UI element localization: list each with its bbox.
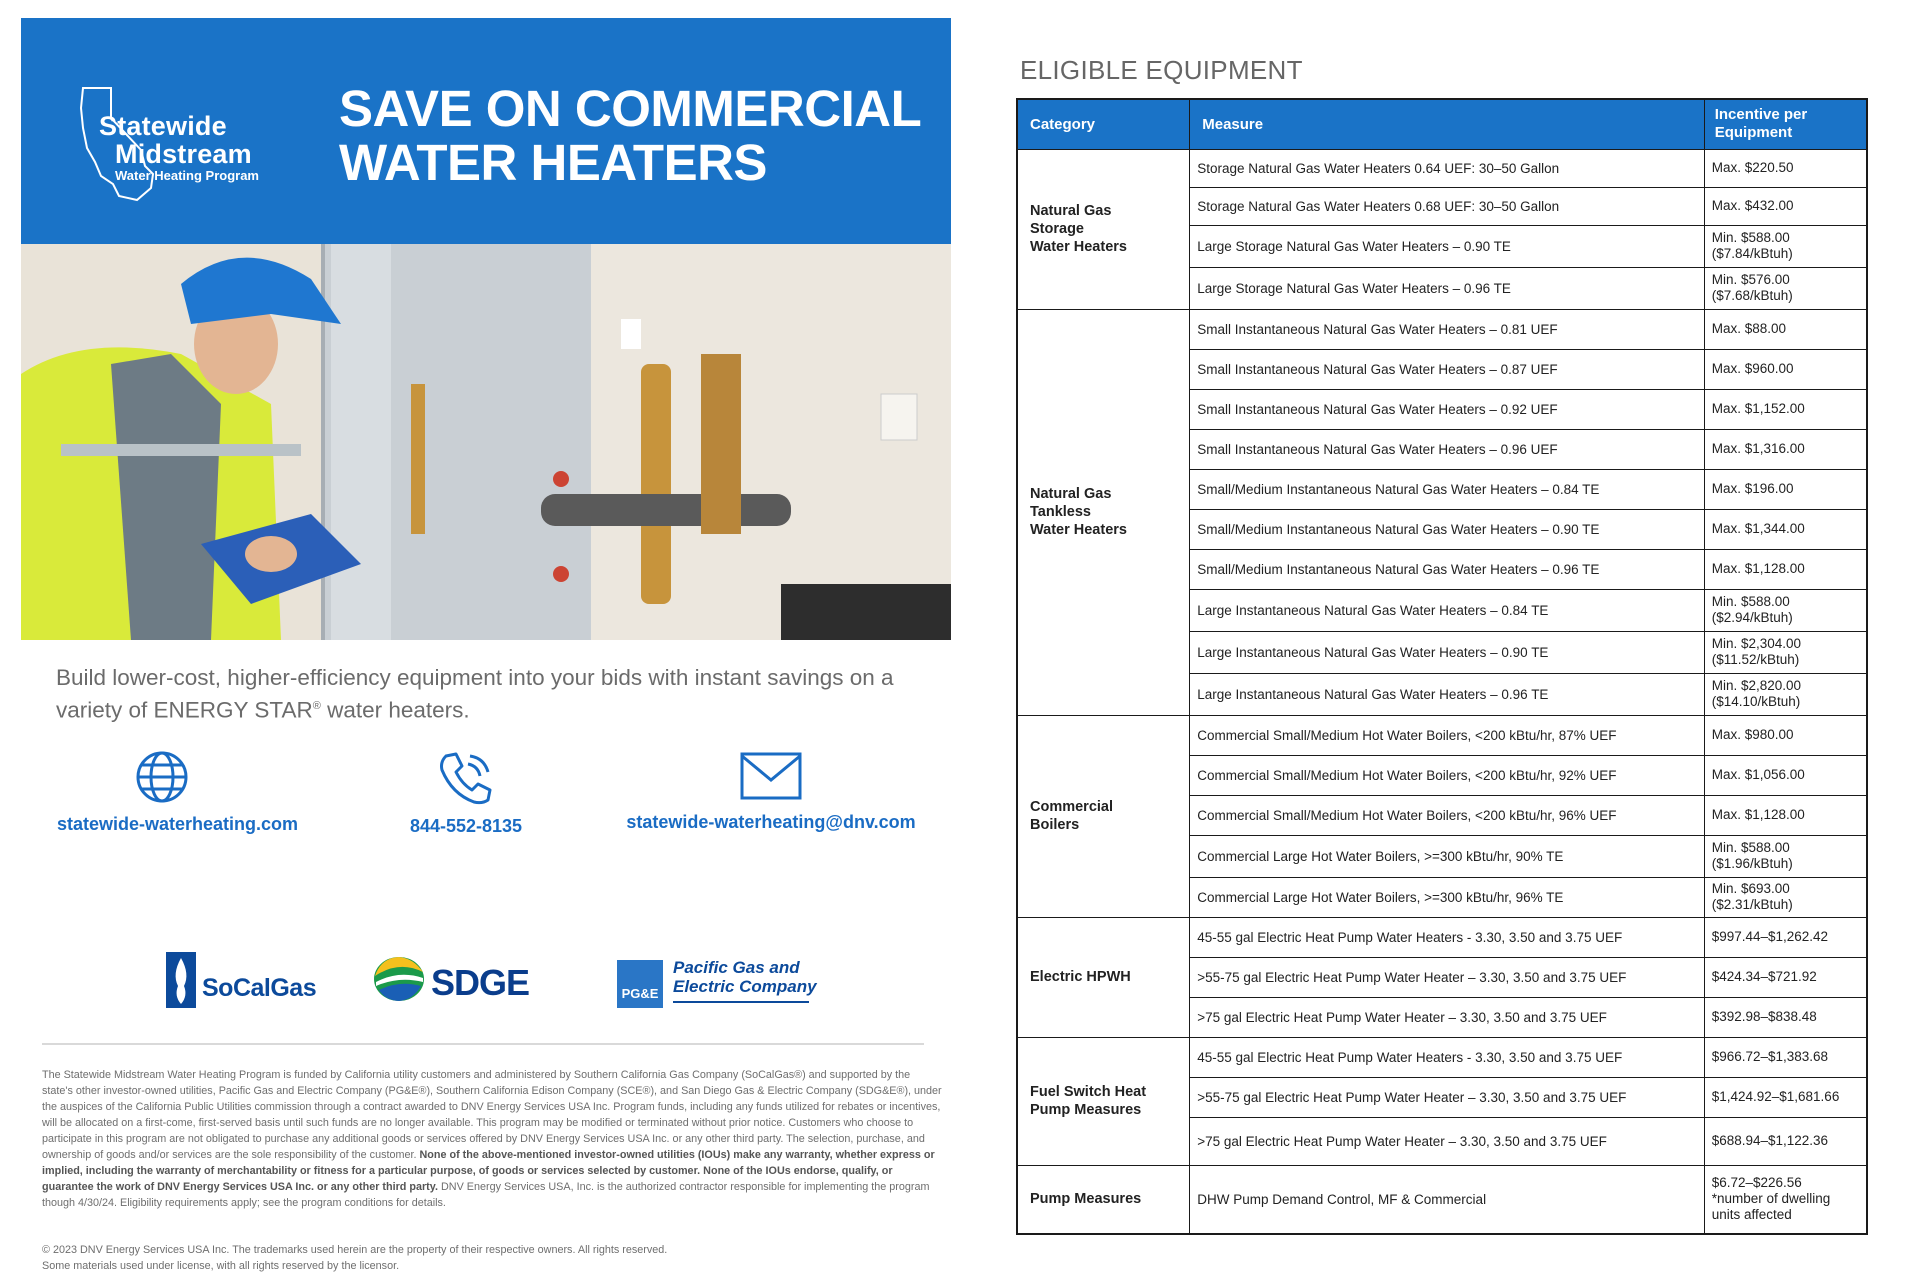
copyright-line-1: © 2023 DNV Energy Services USA Inc. The trademarks used herein are the property of their respective owners. All rights reserved. [42,1244,668,1256]
measure-cell: Storage Natural Gas Water Heaters 0.64 UEF: 30–50 Gallon [1190,149,1704,187]
incentive-line: $392.98–$838.48 [1711,1009,1817,1024]
measure-cell: Commercial Small/Medium Hot Water Boilers, <200 kBtu/hr, 87% UEF [1190,715,1704,755]
website-link[interactable]: statewide-waterheating.com [57,814,299,834]
incentive-cell [1704,389,1867,429]
eligible-equipment-title: ELIGIBLE EQUIPMENT [1020,55,1303,85]
measure-cell: >55-75 gal Electric Heat Pump Water Heater – 3.30, 3.50 and 3.75 UEF [1190,1077,1704,1117]
incentive-line: Min. $588.00 [1711,230,1790,245]
category-cell [1017,715,1190,917]
logo-line-3: Water Heating Program [115,168,259,183]
incentive-line: ($11.52/kBtuh) [1711,652,1800,667]
incentive-line: Min. $2,820.00 [1711,678,1802,693]
category-line: Storage [1030,221,1084,237]
category-line: Tankless [1030,504,1091,520]
measure-cell: Large Instantaneous Natural Gas Water Heaters – 0.96 TE [1190,673,1704,715]
phone-icon [438,750,494,806]
measure-cell: 45-55 gal Electric Heat Pump Water Heaters - 3.30, 3.50 and 3.75 UEF [1190,1037,1704,1077]
category-line: Pump Measures [1030,1102,1142,1118]
table-header-row [1017,99,1867,149]
sdge-logo [373,956,553,1006]
incentive-cell [1704,349,1867,389]
measure-cell: Small/Medium Instantaneous Natural Gas Water Heaters – 0.84 TE [1190,469,1704,509]
measure-cell: >75 gal Electric Heat Pump Water Heater – 3.30, 3.50 and 3.75 UEF [1190,1117,1704,1165]
incentive-cell [1704,267,1867,309]
incentive-line: Min. $588.00 [1711,594,1790,609]
category-line: Boilers [1030,817,1080,833]
measure-cell: Small Instantaneous Natural Gas Water Heaters – 0.87 UEF [1190,349,1704,389]
incentive-cell [1704,755,1867,795]
incentive-cell [1704,225,1867,267]
incentive-line: Min. $2,304.00 [1711,636,1802,651]
incentive-line: Max. $432.00 [1711,198,1794,213]
incentive-line: $424.34–$721.92 [1711,969,1817,984]
fine-print-disclaimer: None of the above-mentioned investor-owned utilities (IOUs) make any warranty, whether express or implied, including the warranty of merchantability or fitness for a particular purpose, of goods or services selected by customer. None of the IOUs endorse, qualify, or guarantee the work of DNV Energy Services USA Inc. or any other third party. [42,1149,935,1193]
fine-print-part-2: DNV Energy Services USA, Inc. is the authorized contractor responsible for implementing the program though 4/30/24. Eligibility requirements apply; see the program conditions for details. [42,1181,930,1209]
header-incentive-line-1: Incentive per [1714,106,1808,124]
incentive-cell [1704,673,1867,715]
measure-cell: Large Storage Natural Gas Water Heaters – 0.90 TE [1190,225,1704,267]
partner-logos [21,938,951,1008]
incentive-cell [1704,1117,1867,1165]
incentive-line: Max. $1,128.00 [1711,561,1805,576]
incentive-line: $6.72–$226.56 [1711,1175,1802,1191]
incentive-line: Max. $220.50 [1711,160,1794,175]
category-cell [1017,149,1190,309]
incentive-line: Max. $1,128.00 [1711,807,1805,822]
incentive-cell [1704,795,1867,835]
category-line: Water Heaters [1030,522,1127,538]
incentive-line: Min. $693.00 [1711,881,1790,896]
measure-cell: Storage Natural Gas Water Heaters 0.68 UEF: 30–50 Gallon [1190,187,1704,225]
incentive-cell [1704,957,1867,997]
incentive-line: *number of dwelling [1711,1191,1831,1207]
category-cell [1017,1037,1190,1165]
email-link[interactable]: statewide-waterheating@dnv.com [626,812,916,832]
incentive-cell [1704,631,1867,673]
measure-cell: Small Instantaneous Natural Gas Water Heaters – 0.81 UEF [1190,309,1704,349]
copyright [42,1242,942,1274]
measure-cell: Commercial Large Hot Water Boilers, >=300 kBtu/hr, 96% TE [1190,877,1704,917]
sdge-sun-icon [373,956,425,1002]
incentive-cell [1704,589,1867,631]
contact-phone[interactable] [391,750,541,837]
incentive-cell [1704,149,1867,187]
flyer-panel [21,18,951,1278]
incentive-cell [1704,509,1867,549]
incentive-line: ($7.68/kBtuh) [1711,288,1793,303]
measure-cell: Large Storage Natural Gas Water Heaters – 0.96 TE [1190,267,1704,309]
measure-cell: >55-75 gal Electric Heat Pump Water Heater – 3.30, 3.50 and 3.75 UEF [1190,957,1704,997]
header-incentive [1704,99,1867,149]
incentive-line: Max. $196.00 [1711,481,1794,496]
incentive-cell [1704,835,1867,877]
incentive-line: Max. $1,056.00 [1711,767,1805,782]
incentive-cell [1704,917,1867,957]
table-row [1017,309,1867,349]
technician-photo [21,244,951,640]
envelope-icon [740,750,802,802]
program-logo [79,84,289,194]
category-cell [1017,309,1190,715]
measure-cell: Small/Medium Instantaneous Natural Gas Water Heaters – 0.96 TE [1190,549,1704,589]
contact-website[interactable] [57,750,299,835]
category-line: Commercial [1030,799,1114,815]
incentive-line: Max. $980.00 [1711,727,1794,742]
footer-divider [42,1043,924,1045]
globe-icon [135,750,189,804]
header-banner [21,18,951,244]
measure-cell: Large Instantaneous Natural Gas Water Heaters – 0.90 TE [1190,631,1704,673]
incentive-line: Max. $88.00 [1711,321,1786,336]
table-row [1017,149,1867,187]
intro-text [56,664,936,725]
pge-underline [673,1001,809,1003]
measure-cell: Commercial Large Hot Water Boilers, >=300 kBtu/hr, 90% TE [1190,835,1704,877]
header-incentive-line-2: Equipment [1714,124,1793,142]
fine-print-part-1: The Statewide Midstream Water Heating Program is funded by California utility customers and administered by Southern California Gas Company (SoCalGas®) and supported by the state's other investor-owned utilities, Pacific Gas and Electric Company (PG&E®), Southern California Edison Company (SCE®), and San Diego Gas & Electric Company (SDG&E®), under the auspices of the California Public Utilities commission through a contract awarded to DNV Energy Services USA Inc. Program funds, including any funds utilized for rebates or incentives, will be allocated on a first-come, first-served basis until such funds are no longer available. This program may be modified or terminated without prior notice. Customers who choose to participate in this program are not obligated to purchase any additional goods or services offered by DNV Energy Services USA Inc. or any other third party. The selection, purchase, and ownership of goods and/or services are the sole responsibility of the customer. [42,1069,942,1161]
socalgas-name: SoCalGas [202,974,317,1002]
category-line: Natural Gas [1030,486,1112,502]
category-line: Electric HPWH [1030,969,1131,985]
measure-cell: Commercial Small/Medium Hot Water Boilers, <200 kBtu/hr, 96% UEF [1190,795,1704,835]
incentive-cell [1704,1165,1867,1234]
incentive-line: $966.72–$1,383.68 [1711,1049,1829,1064]
incentive-line: ($1.96/kBtuh) [1711,856,1793,871]
incentive-line: Min. $576.00 [1711,272,1790,287]
table-row [1017,1037,1867,1077]
category-line: Water Heaters [1030,239,1127,255]
pge-logo [617,956,817,1010]
category-line: Fuel Switch Heat [1030,1084,1147,1100]
category-line: Pump Measures [1030,1191,1142,1208]
fine-print [42,1067,942,1211]
header-category: Category [1017,99,1190,149]
pge-name-line-2: Electric Company [673,977,817,996]
eligible-equipment-table [1016,98,1868,1235]
sdge-name: SDGE [431,962,530,1003]
table-body [1017,149,1867,1234]
incentive-cell [1704,877,1867,917]
copyright-line-2: Some materials used under license, with all rights reserved by the licensor. [42,1260,400,1272]
incentive-line: ($14.10/kBtuh) [1711,694,1801,709]
incentive-line: Max. $1,316.00 [1711,441,1805,456]
incentive-line: Min. $588.00 [1711,840,1790,855]
incentive-line: ($2.31/kBtuh) [1711,897,1793,912]
incentive-cell [1704,429,1867,469]
category-line: Natural Gas [1030,203,1112,219]
incentive-line: Max. $1,344.00 [1711,521,1805,536]
incentive-line: ($2.94/kBtuh) [1711,610,1793,625]
incentive-line: $688.94–$1,122.36 [1711,1133,1829,1148]
incentive-line: ($7.84/kBtuh) [1711,246,1793,261]
table-row [1017,1165,1867,1234]
pge-name [673,958,817,996]
socalgas-flame-icon [166,952,196,1008]
incentive-cell [1704,1077,1867,1117]
measure-cell: Small Instantaneous Natural Gas Water Heaters – 0.92 UEF [1190,389,1704,429]
measure-cell: Small Instantaneous Natural Gas Water Heaters – 0.96 UEF [1190,429,1704,469]
incentive-line: Max. $960.00 [1711,361,1794,376]
incentive-line: $1,424.92–$1,681.66 [1711,1089,1840,1104]
incentive-cell [1704,309,1867,349]
contact-email[interactable] [626,750,916,833]
incentive-cell [1704,187,1867,225]
incentive-cell [1704,997,1867,1037]
headline [339,82,921,190]
incentive-cell [1704,1037,1867,1077]
incentive-line: units affected [1711,1207,1792,1223]
measure-cell: Commercial Small/Medium Hot Water Boilers, <200 kBtu/hr, 92% UEF [1190,755,1704,795]
logo-line-2: Midstream [115,139,252,169]
incentive-cell [1704,549,1867,589]
logo-line-1: Statewide [99,111,227,141]
incentive-line: $997.44–$1,262.42 [1711,929,1829,944]
headline-line-1: SAVE ON COMMERCIAL [339,80,922,137]
incentive-cell [1704,469,1867,509]
intro-registered-mark: ® [312,700,321,712]
table-row [1017,917,1867,957]
pge-mark: PG&E [617,960,663,1008]
measure-cell: Large Instantaneous Natural Gas Water Heaters – 0.84 TE [1190,589,1704,631]
measure-cell: DHW Pump Demand Control, MF & Commercial [1190,1165,1704,1234]
pge-name-line-1: Pacific Gas and [673,958,800,977]
incentive-cell [1704,715,1867,755]
incentive-line: Max. $1,152.00 [1711,401,1805,416]
measure-cell: Small/Medium Instantaneous Natural Gas Water Heaters – 0.90 TE [1190,509,1704,549]
socalgas-logo [166,952,317,1008]
category-cell [1017,1165,1190,1234]
intro-part-2: water heaters. [320,697,470,723]
table-row [1017,715,1867,755]
intro-part-1: Build lower-cost, higher-efficiency equipment into your bids with instant savings on a variety of ENERGY STAR [56,665,894,723]
measure-cell: 45-55 gal Electric Heat Pump Water Heaters - 3.30, 3.50 and 3.75 UEF [1190,917,1704,957]
headline-line-2: WATER HEATERS [339,134,767,191]
category-cell [1017,917,1190,1037]
phone-link[interactable]: 844-552-8135 [409,816,523,836]
measure-cell: >75 gal Electric Heat Pump Water Heater – 3.30, 3.50 and 3.75 UEF [1190,997,1704,1037]
header-measure: Measure [1190,99,1704,149]
